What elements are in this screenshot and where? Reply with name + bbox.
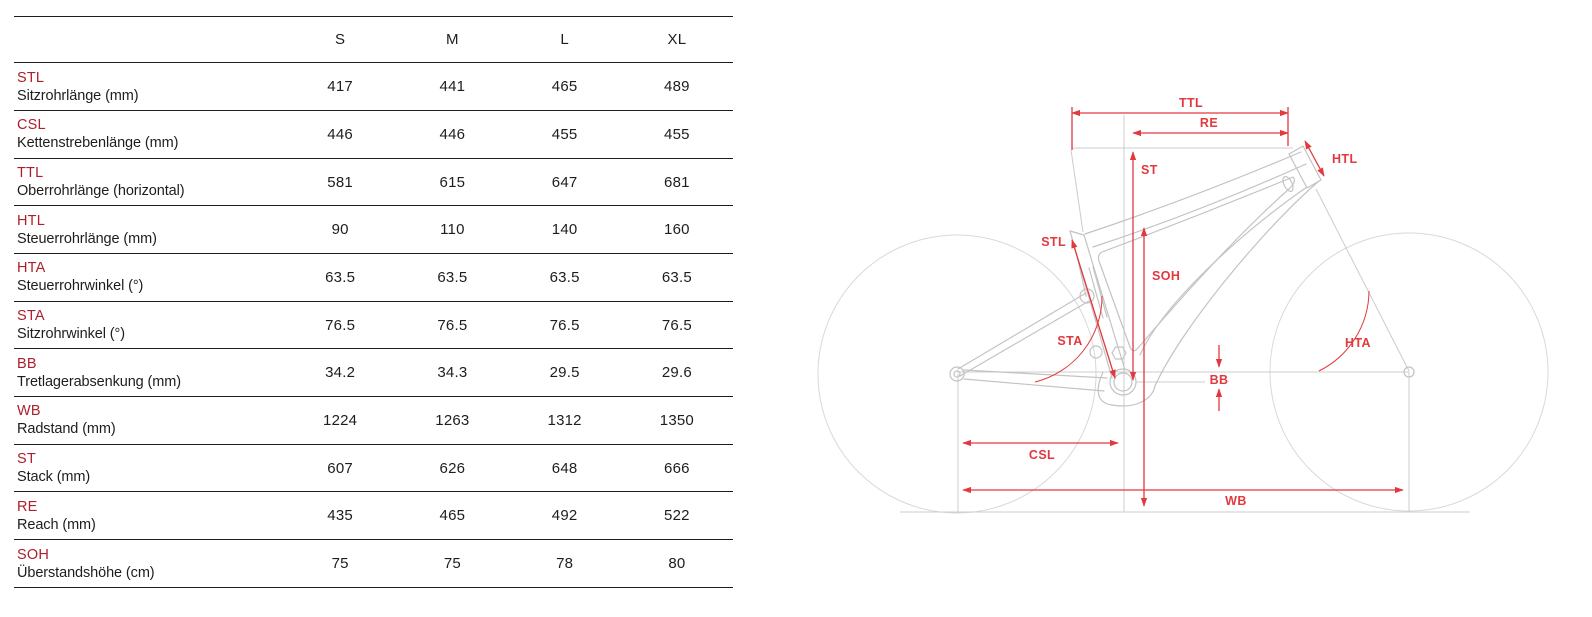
cell-value: 76.5 (325, 316, 356, 334)
frame-window (1098, 177, 1294, 351)
size-header-m: M (446, 31, 459, 49)
row-name: Sitzrohrwinkel (°) (17, 326, 125, 343)
cell-value: 110 (440, 221, 465, 239)
wb-label: WB (1225, 494, 1247, 508)
cell-value: 80 (668, 555, 686, 573)
htl-dimension-line (1305, 141, 1324, 176)
st-label: ST (1141, 163, 1158, 177)
ttl-label: TTL (1178, 96, 1204, 110)
row-abbr: WB (17, 403, 41, 420)
cell-value: 492 (551, 507, 578, 525)
bike-frame (950, 146, 1414, 406)
row-abbr: RE (17, 498, 38, 515)
row-abbr: SOH (17, 546, 50, 563)
cell-value: 455 (664, 125, 690, 143)
cell-value: 489 (664, 78, 690, 96)
cell-value: 522 (664, 507, 690, 525)
cell-value: 648 (551, 459, 578, 477)
top-tube (1085, 152, 1301, 234)
cell-value: 435 (327, 507, 353, 525)
cell-value: 417 (327, 78, 353, 96)
cell-value: 34.3 (437, 364, 468, 382)
row-abbr: ST (17, 451, 36, 468)
bottom-bracket (1114, 373, 1132, 391)
cell-value: 63.5 (325, 268, 356, 286)
cell-value: 441 (439, 78, 466, 96)
row-abbr: STA (17, 308, 45, 325)
cell-value: 465 (439, 507, 466, 525)
rear-dropout (950, 367, 964, 381)
row-abbr: HTA (17, 260, 46, 277)
cell-value: 160 (664, 221, 690, 239)
seat-stay (958, 293, 1086, 369)
row-abbr: TTL (17, 165, 44, 182)
chain-stay (964, 379, 1104, 391)
cell-value: 446 (327, 125, 353, 143)
cell-value: 78 (556, 555, 574, 573)
hta-label: HTA (1345, 336, 1371, 350)
row-name: Kettenstrebenlänge (mm) (17, 135, 179, 152)
chain-stay (964, 370, 1107, 378)
stl-label: STL (1041, 235, 1066, 249)
cell-value: 140 (551, 221, 578, 239)
cell-value: 446 (439, 125, 466, 143)
row-name: Reach (mm) (17, 516, 96, 533)
cell-value: 75 (443, 555, 461, 573)
cell-value: 607 (327, 459, 353, 477)
cell-value: 615 (439, 173, 466, 191)
bb-label: BB (1209, 373, 1229, 387)
cell-value: 1312 (547, 411, 582, 429)
cell-value: 29.6 (661, 364, 692, 382)
cell-value: 76.5 (437, 316, 468, 334)
down-tube (1155, 181, 1319, 386)
row-abbr: BB (17, 355, 37, 372)
pivot (1090, 346, 1102, 358)
cell-value: 1263 (435, 411, 470, 429)
cell-value: 63.5 (549, 268, 580, 286)
cell-value: 76.5 (549, 316, 580, 334)
row-name: Steuerrohrlänge (mm) (17, 230, 157, 247)
row-name: Tretlagerabsenkung (mm) (17, 373, 181, 390)
csl-label: CSL (1028, 448, 1056, 462)
seat-tube (1070, 231, 1084, 235)
cell-value: 29.5 (549, 364, 580, 382)
row-name: Oberrohrlänge (horizontal) (17, 183, 185, 200)
cell-value: 1350 (659, 411, 694, 429)
top-tube (1093, 164, 1306, 247)
row-name: Steuerrohrwinkel (°) (17, 278, 144, 295)
cell-value: 1224 (323, 411, 358, 429)
cell-value: 34.2 (325, 364, 356, 382)
row-name: Stack (mm) (17, 469, 91, 486)
cell-value: 75 (331, 555, 349, 573)
size-header-xl: XL (667, 31, 687, 49)
cell-value: 647 (551, 173, 578, 191)
size-header-l: L (560, 31, 569, 49)
soh-label: SOH (1152, 269, 1181, 283)
cell-value: 666 (664, 459, 690, 477)
cell-value: 681 (664, 173, 690, 191)
htl-label: HTL (1332, 152, 1358, 166)
seat-axis-line (1071, 150, 1083, 232)
row-abbr: CSL (17, 117, 46, 134)
sta-label: STA (1057, 334, 1083, 348)
row-name: Radstand (mm) (17, 421, 116, 438)
cell-value: 465 (551, 78, 578, 96)
row-abbr: STL (17, 69, 45, 86)
cell-value: 90 (331, 221, 349, 239)
row-name: Sitzrohrlänge (mm) (17, 87, 139, 104)
size-header-s: S (335, 31, 346, 49)
cell-value: 581 (327, 173, 353, 191)
cell-value: 63.5 (661, 268, 692, 286)
cell-value: 76.5 (661, 316, 692, 334)
cell-value: 626 (439, 459, 466, 477)
cell-value: 455 (551, 125, 578, 143)
row-name: Überstandshöhe (cm) (17, 564, 155, 581)
hta-angle-arc (1319, 291, 1369, 371)
row-abbr: HTL (17, 212, 45, 229)
cell-value: 63.5 (437, 268, 468, 286)
re-label: RE (1199, 116, 1219, 130)
rear-wheel (818, 235, 1096, 513)
motor-casing (1098, 372, 1155, 406)
